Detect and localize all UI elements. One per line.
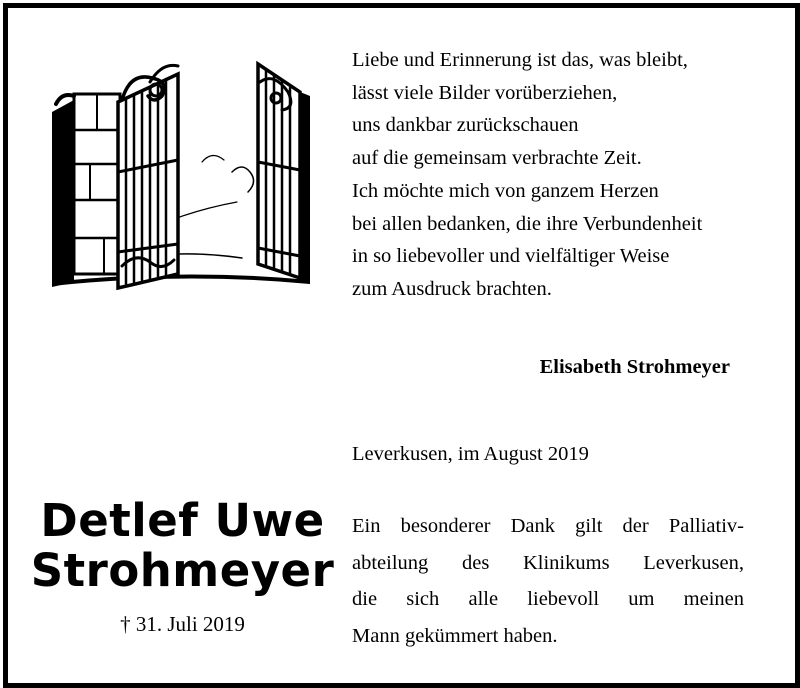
- deceased-block: [20, 496, 345, 637]
- poem-line: uns dankbar zurückschauen: [352, 114, 579, 137]
- thanks-line: abteilung des Klinikums Leverkusen,: [352, 551, 744, 574]
- thanks-line: Mann gekümmert haben.: [352, 624, 558, 647]
- poem-line: in so liebevoller und vielfältiger Weise: [352, 245, 670, 268]
- deceased-last-name: Strohmeyer: [30, 544, 335, 597]
- deceased-first-names: Detlef Uwe: [40, 494, 325, 547]
- poem-line: zum Ausdruck brachten.: [352, 277, 552, 300]
- poem-line: Liebe und Erinnerung ist das, was bleibt,: [352, 49, 688, 71]
- thanks-line: Ein besonderer Dank gilt der Palliativ-: [352, 515, 744, 537]
- poem-verse: [352, 44, 772, 306]
- poem-line: bei allen bedanken, die ihre Verbundenheit: [352, 212, 703, 235]
- poem-line: auf die gemeinsam verbrachte Zeit.: [352, 147, 642, 170]
- poem-line: Ich möchte mich von ganzem Herzen: [352, 179, 659, 202]
- poem-line: lässt viele Bilder vorüberziehen,: [352, 81, 618, 104]
- place-and-date: Leverkusen, im August 2019: [352, 443, 589, 465]
- special-thanks: [352, 508, 744, 654]
- signer-name: Elisabeth Strohmeyer: [539, 356, 730, 378]
- thanks-line: die sich alle liebevoll um meinen: [352, 588, 744, 610]
- open-gate-icon: [52, 52, 310, 290]
- death-date: † 31. Juli 2019: [120, 612, 245, 636]
